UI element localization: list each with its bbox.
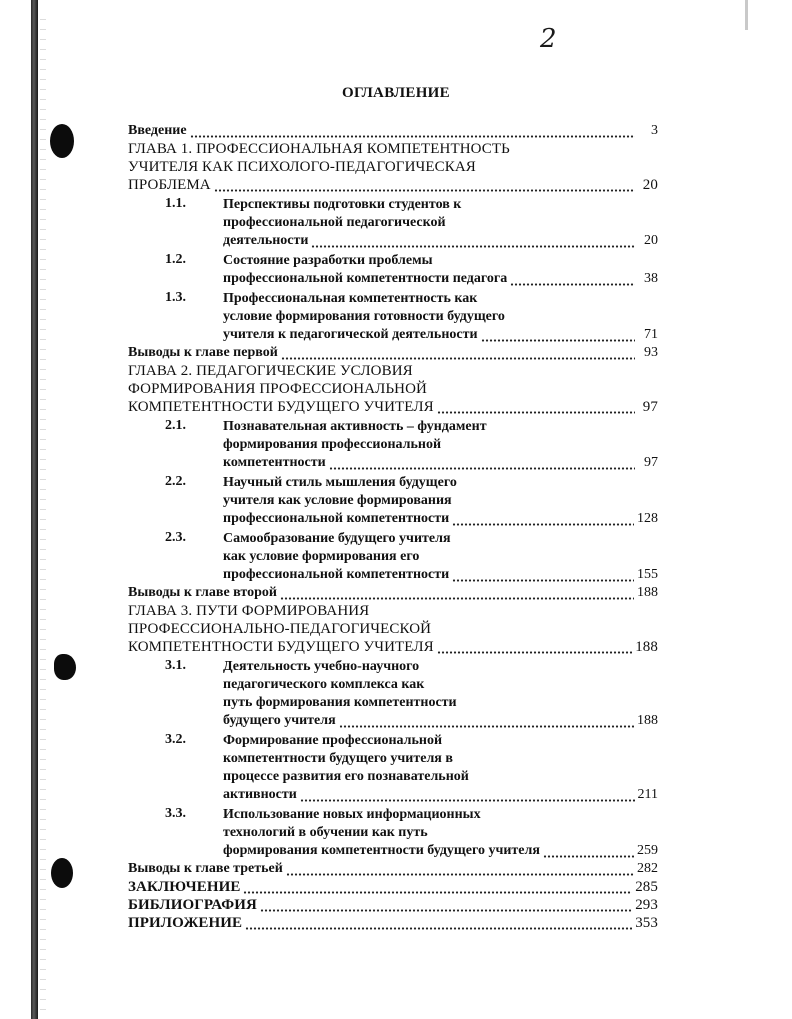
section-title-line: профессиональной компетентности	[223, 567, 450, 582]
section-number: 1.2.	[165, 252, 186, 267]
dot-leader	[281, 344, 635, 362]
chapter-title-line: УЧИТЕЛЯ КАК ПСИХОЛОГО-ПЕДАГОГИЧЕСКАЯ	[128, 159, 476, 175]
toc-page-number: 128	[637, 511, 658, 526]
toc-section-3-1[interactable]	[165, 658, 658, 730]
section-last-line	[223, 232, 658, 250]
dot-leader	[481, 326, 635, 344]
scan-edge-speckle	[40, 10, 46, 1010]
section-title-line: Познавательная активность – фундамент	[223, 419, 487, 434]
dot-leader	[260, 896, 632, 914]
section-title-line: компетентности	[223, 455, 326, 470]
section-number: 1.1.	[165, 196, 186, 211]
toc-section-1-2[interactable]	[165, 252, 658, 288]
toc-entry-label: ПРИЛОЖЕНИЕ	[128, 915, 243, 931]
toc-page-number: 97	[644, 455, 658, 470]
section-title-line: Деятельность учебно-научного	[223, 659, 420, 674]
toc-page-number: 285	[635, 879, 658, 895]
section-title-line: деятельности	[223, 233, 309, 248]
section-title-line: как условие формирования его	[223, 549, 420, 564]
toc-entry-label: Введение	[128, 123, 187, 138]
chapter-title-line: ГЛАВА 3. ПУТИ ФОРМИРОВАНИЯ	[128, 603, 370, 619]
dot-leader	[437, 398, 635, 416]
punch-hole-top	[50, 124, 74, 158]
dot-leader	[214, 176, 635, 194]
section-title-line: Научный стиль мышления будущего	[223, 475, 457, 490]
handwritten-page-number: 2	[540, 24, 557, 54]
toc-page-number: 97	[642, 399, 658, 415]
chapter-title-last-line	[128, 638, 658, 656]
dot-leader	[510, 270, 635, 288]
section-last-line	[223, 510, 658, 528]
chapter-title-line: ПРОФЕССИОНАЛЬНО-ПЕДАГОГИЧЕСКОЙ	[128, 621, 432, 637]
toc-page-number: 353	[635, 915, 658, 931]
toc-entry-label: Выводы к главе первой	[128, 345, 278, 360]
section-title-line: Профессиональная компетентность как	[223, 291, 478, 306]
toc-page-number: 259	[637, 843, 658, 858]
section-title-line: путь формирования компетентности	[223, 695, 457, 710]
chapter-title-line: ГЛАВА 1. ПРОФЕССИОНАЛЬНАЯ КОМПЕТЕНТНОСТЬ	[128, 141, 510, 157]
toc-entry-conclusion[interactable]	[128, 878, 658, 896]
toc-page-number: 282	[637, 861, 658, 876]
section-title-line: профессиональной педагогической	[223, 215, 446, 230]
section-title-line: Перспективы подготовки студентов к	[223, 197, 462, 212]
toc-page-number: 293	[635, 897, 658, 913]
dot-leader	[286, 860, 634, 878]
toc-page-number: 3	[651, 123, 658, 138]
section-number: 3.1.	[165, 658, 186, 673]
toc-section-3-3[interactable]	[165, 806, 658, 860]
dot-leader	[300, 786, 635, 804]
toc-section-2-2[interactable]	[165, 474, 658, 528]
toc-page-number: 188	[637, 713, 658, 728]
section-title-line: процессе развития его познавательной	[223, 769, 469, 784]
section-title-line: Состояние разработки проблемы	[223, 253, 433, 268]
table-of-contents	[128, 122, 658, 932]
toc-section-2-1[interactable]	[165, 418, 658, 472]
section-title-line: Формирование профессиональной	[223, 733, 443, 748]
toc-section-1-1[interactable]	[165, 196, 658, 250]
section-number: 2.3.	[165, 530, 186, 545]
toc-chapter-2[interactable]	[128, 362, 658, 416]
section-last-line	[223, 270, 658, 288]
toc-entry-label: БИБЛИОГРАФИЯ	[128, 897, 257, 913]
chapter-title-last-line	[128, 398, 658, 416]
section-last-line	[223, 326, 658, 344]
section-title-line: компетентности будущего учителя в	[223, 751, 453, 766]
dot-leader	[339, 712, 634, 730]
dot-leader	[437, 638, 632, 656]
section-last-line	[223, 786, 658, 804]
toc-page-number: 20	[644, 233, 658, 248]
dot-leader	[543, 842, 634, 860]
toc-section-3-2[interactable]	[165, 732, 658, 804]
scan-binding-edge	[31, 0, 38, 1019]
toc-section-1-3[interactable]	[165, 290, 658, 344]
toc-entry-label: Выводы к главе третьей	[128, 861, 283, 876]
toc-page-number: 20	[642, 177, 658, 193]
section-last-line	[223, 454, 658, 472]
section-title-line: технологий в обучении как путь	[223, 825, 428, 840]
toc-entry-appendix[interactable]	[128, 914, 658, 932]
toc-entry-label: Выводы к главе второй	[128, 585, 277, 600]
toc-page-number: 155	[637, 567, 658, 582]
toc-entry-bibliography[interactable]	[128, 896, 658, 914]
toc-entry-conclusion-1[interactable]	[128, 344, 658, 362]
section-number: 3.2.	[165, 732, 186, 747]
toc-page-number: 93	[644, 345, 658, 360]
dot-leader	[311, 232, 635, 250]
punch-hole-bottom	[51, 858, 73, 888]
toc-chapter-3[interactable]	[128, 602, 658, 656]
section-title-line: профессиональной компетентности педагога	[223, 271, 508, 286]
punch-hole-middle	[54, 654, 76, 680]
toc-section-2-3[interactable]	[165, 530, 658, 584]
scan-speckle	[745, 0, 748, 30]
dot-leader	[243, 878, 632, 896]
section-title-line: учителя как условие формирования	[223, 493, 452, 508]
section-title-line: профессиональной компетентности	[223, 511, 450, 526]
section-title-line: будущего учителя	[223, 713, 336, 728]
chapter-title-line: КОМПЕТЕНТНОСТИ БУДУЩЕГО УЧИТЕЛЯ	[128, 399, 434, 415]
section-last-line	[223, 842, 658, 860]
toc-entry-label: ЗАКЛЮЧЕНИЕ	[128, 879, 241, 895]
chapter-title-last-line	[128, 176, 658, 194]
toc-page-number: 188	[635, 639, 658, 655]
dot-leader	[190, 122, 635, 140]
section-title-line: формирования профессиональной	[223, 437, 442, 452]
section-last-line	[223, 566, 658, 584]
section-title-line: условие формирования готовности будущего	[223, 309, 505, 324]
section-title-line: Самообразование будущего учителя	[223, 531, 451, 546]
toc-page-number: 38	[644, 271, 658, 286]
section-title-line: Использование новых информационных	[223, 807, 481, 822]
toc-title: ОГЛАВЛЕНИЕ	[342, 85, 450, 101]
chapter-title-line: ГЛАВА 2. ПЕДАГОГИЧЕСКИЕ УСЛОВИЯ	[128, 363, 413, 379]
section-number: 2.2.	[165, 474, 186, 489]
toc-entry-conclusion-2[interactable]	[128, 584, 658, 602]
section-number: 1.3.	[165, 290, 186, 305]
section-number: 3.3.	[165, 806, 186, 821]
dot-leader	[245, 914, 632, 932]
toc-entry-conclusion-3[interactable]	[128, 860, 658, 878]
chapter-title-line: ПРОБЛЕМА	[128, 177, 211, 193]
dot-leader	[452, 510, 634, 528]
toc-page-number: 188	[637, 585, 658, 600]
section-title-line: формирования компетентности будущего учителя	[223, 843, 540, 858]
section-title-line: активности	[223, 787, 297, 802]
dot-leader	[280, 584, 634, 602]
toc-page-number: 211	[637, 787, 658, 802]
dot-leader	[452, 566, 634, 584]
section-number: 2.1.	[165, 418, 186, 433]
dot-leader	[329, 454, 635, 472]
section-title-line: учителя к педагогической деятельности	[223, 327, 478, 342]
section-title-line: педагогического комплекса как	[223, 677, 425, 692]
toc-entry-intro[interactable]	[128, 122, 658, 140]
toc-page-number: 71	[644, 327, 658, 342]
chapter-title-line: ФОРМИРОВАНИЯ ПРОФЕССИОНАЛЬНОЙ	[128, 381, 427, 397]
toc-chapter-1[interactable]	[128, 140, 658, 194]
chapter-title-line: КОМПЕТЕНТНОСТИ БУДУЩЕГО УЧИТЕЛЯ	[128, 639, 434, 655]
section-last-line	[223, 712, 658, 730]
